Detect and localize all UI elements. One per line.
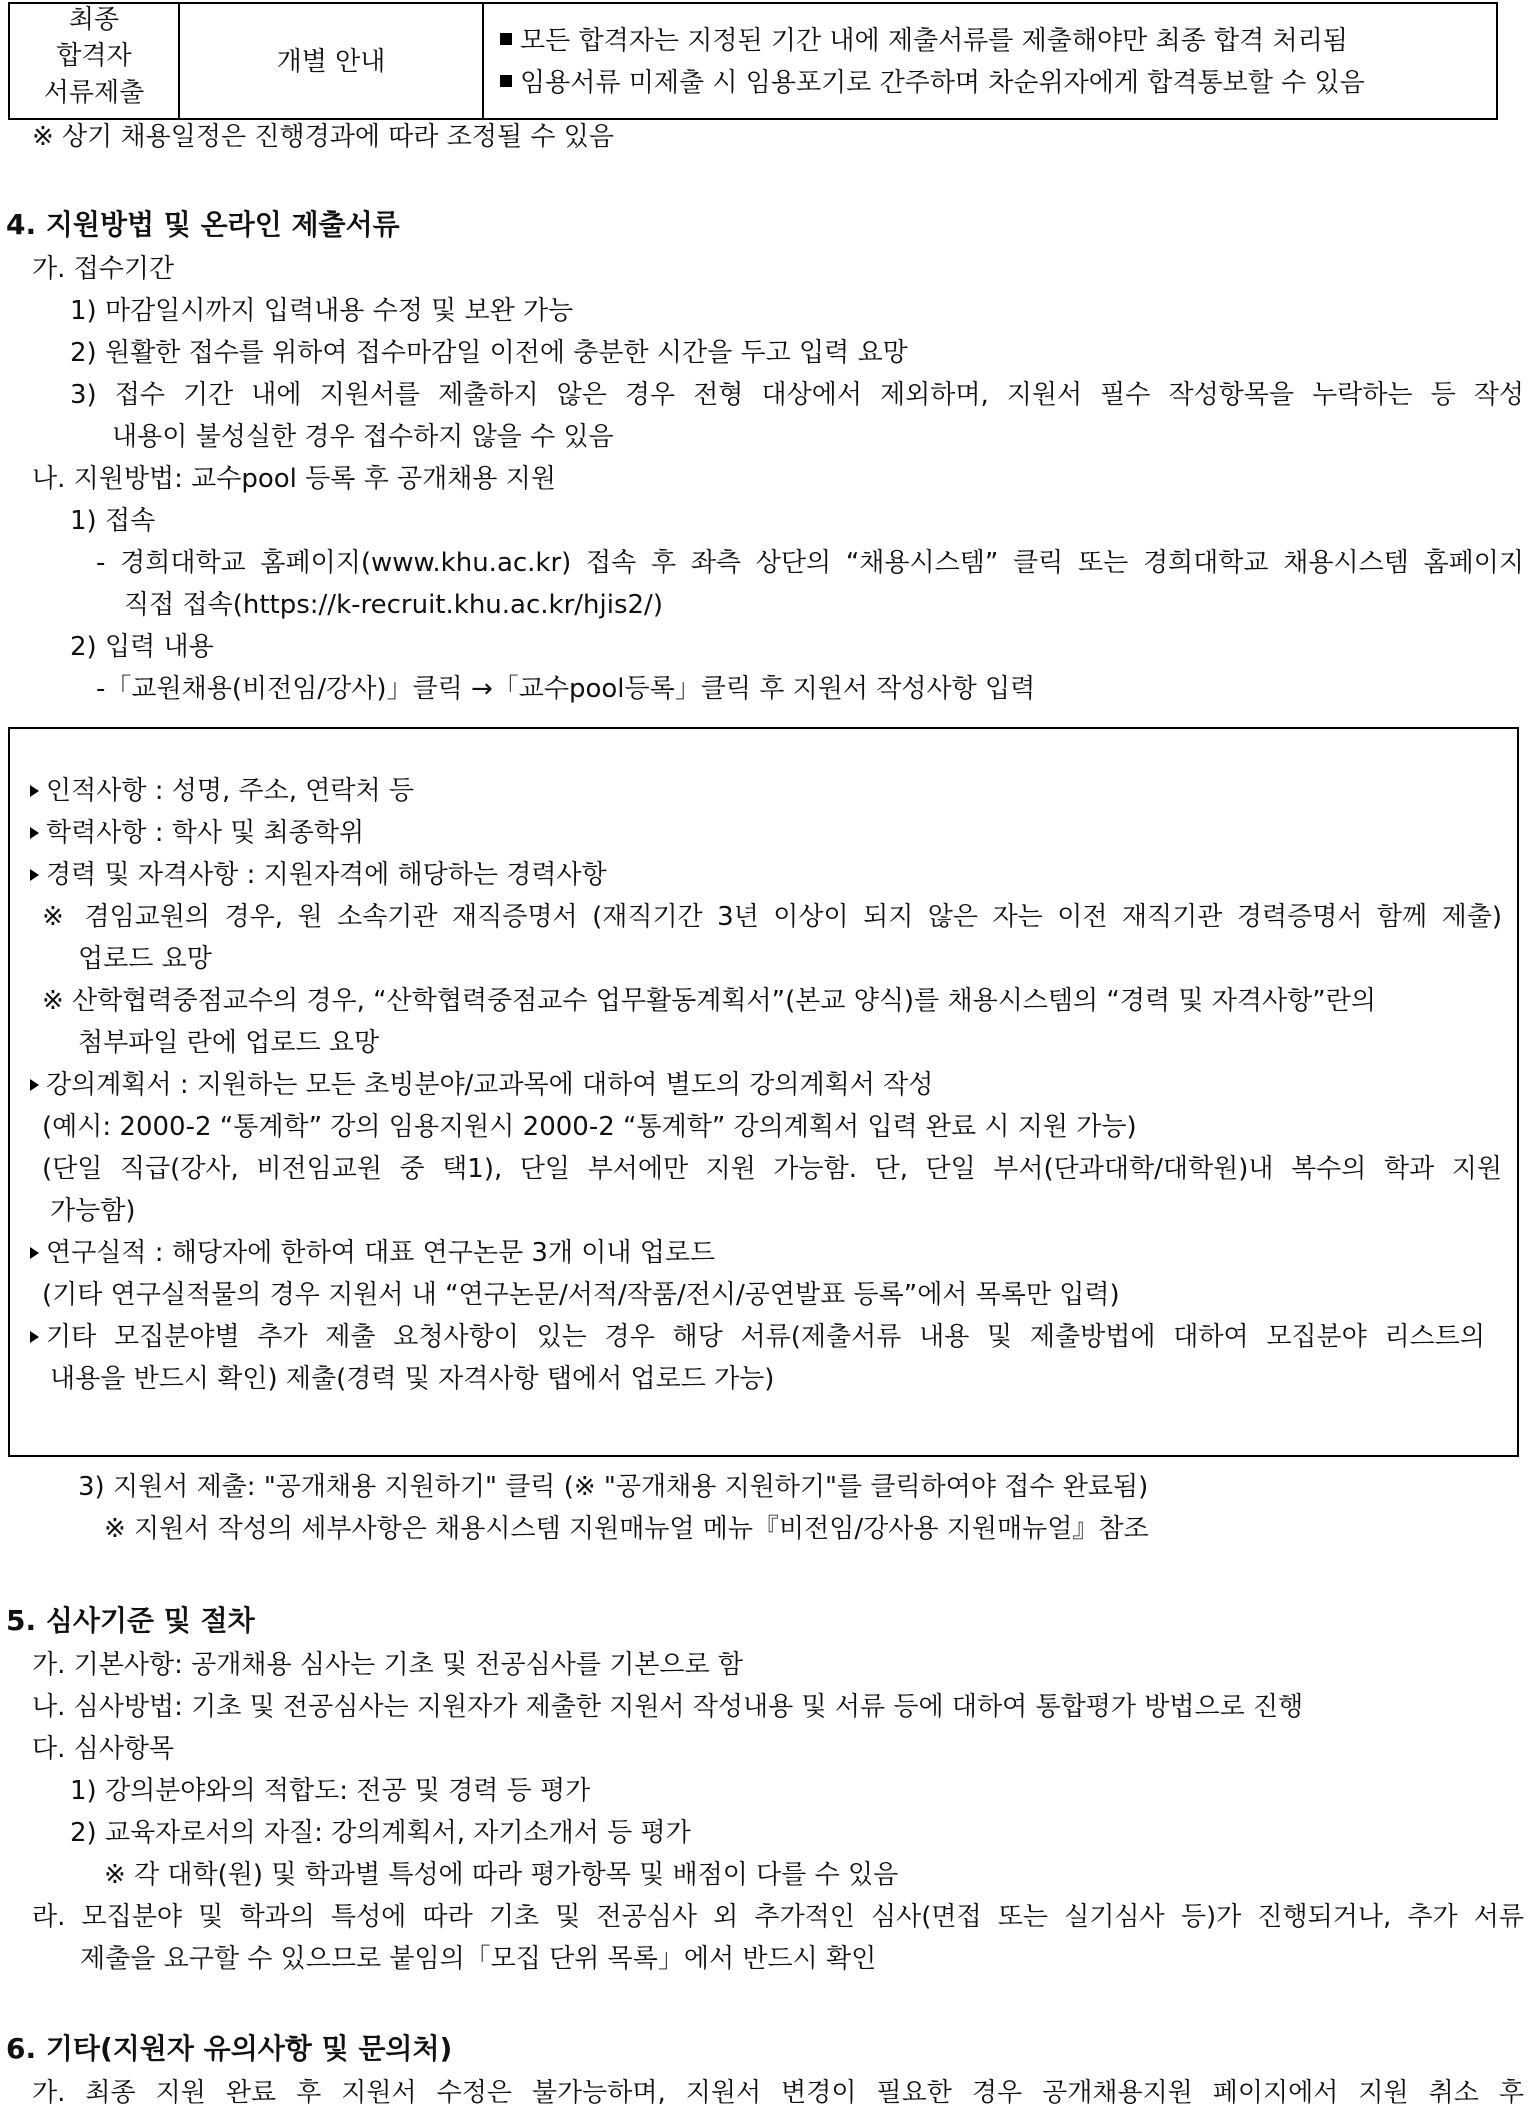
table-note-item: 모든 합격자는 지정된 기간 내에 제출서류를 제출해야만 최종 합격 처리됨 [500, 26, 1348, 57]
s4-ga-1: 1) 마감일시까지 입력내용 수정 및 보완 가능 [70, 296, 574, 326]
box-note: ※ 겸임교원의 경우, 원 소속기관 재직증명서 (재직기간 3년 이상이 되지 않은 자는 이전 재직기관 경력증명서 함께 제출) [42, 902, 1502, 932]
table-row-header [10, 2, 178, 111]
table-schedule-cell: 개별 안내 [276, 47, 386, 77]
s5-ga: 가. 기본사항: 공개채용 심사는 기초 및 전공심사를 기본으로 함 [32, 1650, 744, 1680]
table-note-item: 임용서류 미제출 시 임용포기로 간주하며 차순위자에게 합격통보할 수 있음 [500, 68, 1365, 99]
triangle-bullet-icon [30, 1247, 39, 1259]
triangle-bullet-icon [30, 1331, 39, 1343]
s4-na-2a: -「교원채용(비전임/강사)」클릭 →「교수pool등록」클릭 후 지원서 작성사항 입력 [96, 674, 1036, 704]
box-note: (기타 연구실적물의 경우 지원서 내 “연구논문/서적/작품/전시/공연발표 등록”에서 목록만 입력) [42, 1280, 1120, 1310]
box-note: ※ 산학협력중점교수의 경우, “산학협력중점교수 업무활동계획서”(본교 양식)를 채용시스템의 “경력 및 자격사항”란의 [42, 986, 1376, 1016]
section-5-title: 5. 심사기준 및 절차 [6, 1604, 255, 1637]
s4-na: 나. 지원방법: 교수pool 등록 후 공개채용 지원 [32, 464, 557, 494]
row-header-line: 최종 [68, 5, 120, 35]
s5-da-1: 1) 강의분야와의 적합도: 전공 및 경력 등 평가 [70, 1776, 591, 1806]
box-item: 인적사항 : 성명, 주소, 연락처 등 [30, 776, 414, 807]
box-item: 강의계획서 : 지원하는 모든 초빙분야/교과목에 대하여 별도의 강의계획서 작성 [30, 1070, 933, 1101]
box-note: 첨부파일 란에 업로드 요망 [78, 1028, 380, 1058]
s4-na-2: 2) 입력 내용 [70, 632, 214, 662]
s5-da: 다. 심사항목 [32, 1734, 175, 1764]
s4-ga-3a: 3) 접수 기간 내에 지원서를 제출하지 않은 경우 전형 대상에서 제외하며, 지원서 필수 작성항목을 누락하는 등 작성 [70, 380, 1524, 410]
triangle-bullet-icon [30, 1079, 39, 1091]
s4-na-3-note: ※ 지원서 작성의 세부사항은 채용시스템 지원매뉴얼 메뉴『비전임/강사용 지원매뉴얼』참조 [104, 1514, 1149, 1544]
section-6-title: 6. 기타(지원자 유의사항 및 문의처) [6, 2032, 453, 2065]
s4-na-3: 3) 지원서 제출: "공개채용 지원하기" 클릭 (※ "공개채용 지원하기"를 클릭하여야 접수 완료됨) [78, 1472, 1149, 1502]
square-bullet-icon [500, 33, 512, 45]
s5-ra-a: 라. 모집분야 및 학과의 특성에 따라 기초 및 전공심사 외 추가적인 심사(면접 또는 실기심사 등)가 진행되거나, 추가 서류 [32, 1902, 1524, 1932]
triangle-bullet-icon [30, 869, 39, 881]
box-item: 학력사항 : 학사 및 최종학위 [30, 818, 364, 849]
s6-ga: 가. 최종 지원 완료 후 지원서 수정은 불가능하며, 지원서 변경이 필요한 경우 공개채용지원 페이지에서 지원 취소 후 [32, 2078, 1524, 2108]
s5-da-2-note: ※ 각 대학(원) 및 학과별 특성에 따라 평가항목 및 배점이 다를 수 있음 [104, 1860, 899, 1890]
box-note: (예시: 2000-2 “통계학” 강의 임용지원시 2000-2 “통계학” 강의계획서 입력 완료 시 지원 가능) [42, 1112, 1137, 1142]
table-footnote: ※ 상기 채용일정은 진행경과에 따라 조정될 수 있음 [32, 122, 614, 152]
row-header-line: 합격자 [56, 41, 132, 72]
s4-na-1b: 직접 접속(https://k-recruit.khu.ac.kr/hjis2/) [124, 590, 663, 620]
s4-ga-3b: 내용이 불성실한 경우 접수하지 않을 수 있음 [112, 422, 614, 452]
s5-na: 나. 심사방법: 기초 및 전공심사는 지원자가 제출한 지원서 작성내용 및 서류 등에 대하여 통합평가 방법으로 진행 [32, 1692, 1304, 1722]
triangle-bullet-icon [30, 785, 39, 797]
s4-na-1a: - 경희대학교 홈페이지(www.khu.ac.kr) 접속 후 좌측 상단의 “채용시스템” 클릭 또는 경희대학교 채용시스템 홈페이지 [96, 548, 1524, 578]
box-note: 업로드 요망 [78, 944, 212, 974]
s4-ga-2: 2) 원활한 접수를 위하여 접수마감일 이전에 충분한 시간을 두고 입력 요망 [70, 338, 908, 368]
box-item: 경력 및 자격사항 : 지원자격에 해당하는 경력사항 [30, 860, 607, 891]
s5-ra-b: 제출을 요구할 수 있으므로 붙임의「모집 단위 목록」에서 반드시 확인 [80, 1944, 877, 1974]
row-header-line: 서류제출 [43, 77, 145, 108]
box-note: 가능함) [50, 1196, 136, 1226]
triangle-bullet-icon [30, 827, 39, 839]
box-note: (단일 직급(강사, 비전임교원 중 택1), 단일 부서에만 지원 가능함. 단, 단일 부서(단과대학/대학원)내 복수의 학과 지원 [42, 1154, 1502, 1184]
recruitment-schedule-table [8, 2, 1498, 120]
box-item: 연구실적 : 해당자에 한하여 대표 연구논문 3개 이내 업로드 [30, 1238, 715, 1269]
box-item: 기타 모집분야별 추가 제출 요청사항이 있는 경우 해당 서류(제출서류 내용 및 제출방법에 대하여 모집분야 리스트의 [30, 1322, 1485, 1353]
square-bullet-icon [500, 75, 512, 87]
s4-ga: 가. 접수기간 [32, 254, 175, 284]
section-4-title: 4. 지원방법 및 온라인 제출서류 [6, 208, 400, 241]
box-note: 내용을 반드시 확인) 제출(경력 및 자격사항 탭에서 업로드 가능) [50, 1364, 775, 1394]
table-divider [482, 4, 484, 118]
s4-na-1: 1) 접속 [70, 506, 156, 536]
s5-da-2: 2) 교육자로서의 자질: 강의계획서, 자기소개서 등 평가 [70, 1818, 691, 1848]
